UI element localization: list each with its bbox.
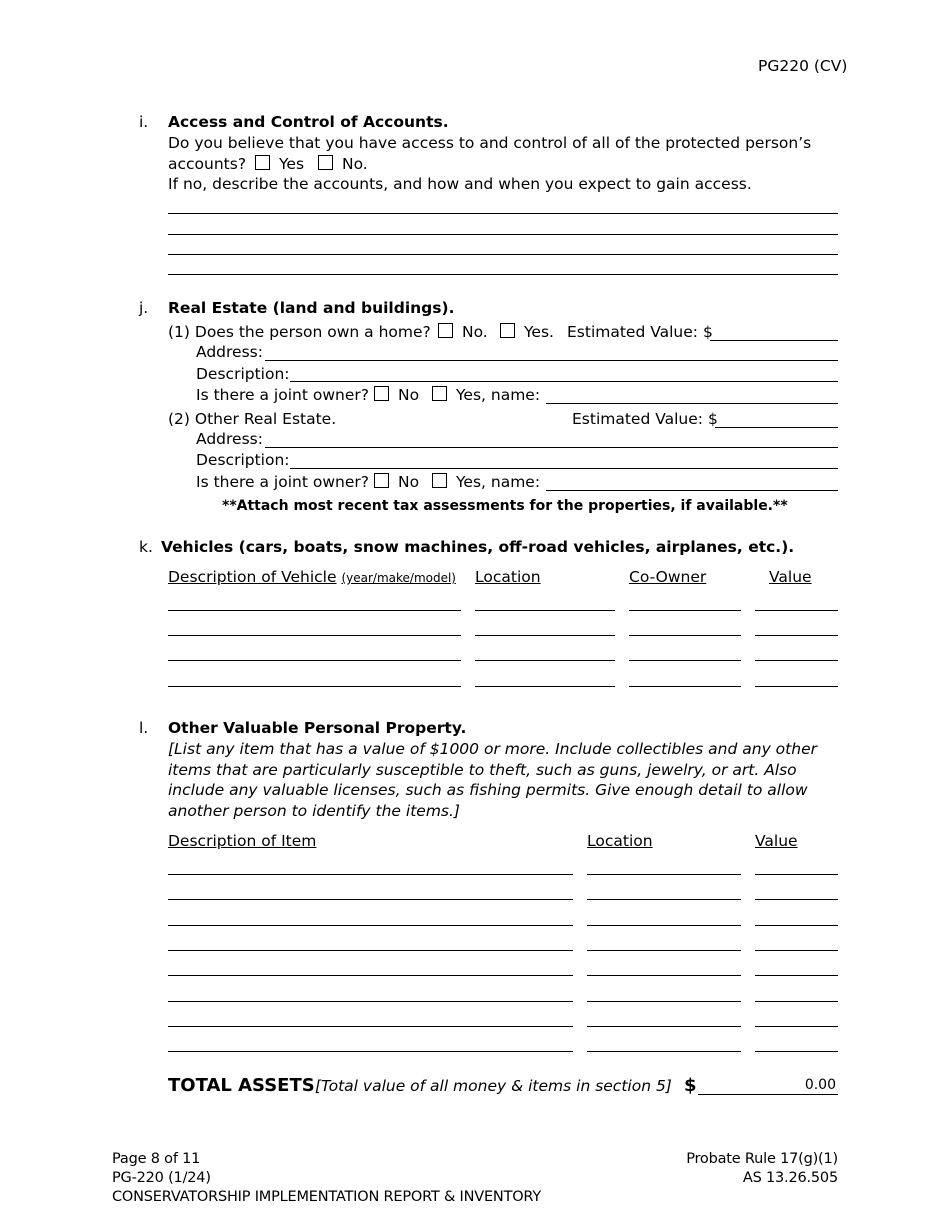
vehicles-col-description-label: Description of Vehicle <box>168 568 337 586</box>
total-assets-field-line <box>698 1094 838 1095</box>
property-description-field[interactable] <box>168 899 573 900</box>
section-l-instructions-2: items that are particularly susceptible to theft, such as guns, jewelry, or art. Also <box>168 761 797 779</box>
home-yes-label: Yes. <box>524 323 554 341</box>
section-l-title: Other Valuable Personal Property. <box>168 719 467 737</box>
section-i-letter: i. <box>139 113 149 131</box>
attach-tax-note: **Attach most recent tax assessments for the properties, if available.** <box>222 498 788 514</box>
other-joint-owner-name-field[interactable] <box>546 490 838 491</box>
footer-form-title: CONSERVATORSHIP IMPLEMENTATION REPORT & INVENTORY <box>112 1189 542 1205</box>
vehicle-coowner-field[interactable] <box>629 686 741 687</box>
property-col-location: Location <box>587 832 653 850</box>
other-joint-no-checkbox[interactable] <box>374 473 389 488</box>
vehicle-description-field[interactable] <box>168 660 461 661</box>
property-value-field[interactable] <box>755 975 838 976</box>
property-value-field[interactable] <box>755 1026 838 1027</box>
accounts-description-line[interactable] <box>168 234 838 235</box>
accounts-yes-checkbox[interactable] <box>255 155 270 170</box>
home-joint-no-checkbox[interactable] <box>374 386 389 401</box>
vehicle-location-field[interactable] <box>475 635 615 636</box>
property-description-field[interactable] <box>168 950 573 951</box>
other-description-field[interactable] <box>290 468 838 469</box>
section-j-letter: j. <box>139 299 149 317</box>
home-estimated-value-field[interactable] <box>710 340 838 341</box>
property-value-field[interactable] <box>755 925 838 926</box>
home-joint-no-label: No <box>398 386 420 404</box>
home-joint-yes-checkbox[interactable] <box>432 386 447 401</box>
section-j-title: Real Estate (land and buildings). <box>168 299 455 317</box>
property-value-field[interactable] <box>755 1051 838 1052</box>
vehicle-value-field[interactable] <box>755 686 838 687</box>
section-l-instructions-3: include any valuable licenses, such as fishing permits. Give enough detail to allow <box>168 781 808 799</box>
vehicle-location-field[interactable] <box>475 610 615 611</box>
footer-rule: Probate Rule 17(g)(1) <box>686 1151 838 1167</box>
other-estimated-value-field[interactable] <box>715 427 838 428</box>
vehicle-coowner-field[interactable] <box>629 610 741 611</box>
property-description-field[interactable] <box>168 1026 573 1027</box>
accounts-no-label: No. <box>342 155 368 173</box>
other-joint-yes-checkbox[interactable] <box>432 473 447 488</box>
home-address-label: Address: <box>196 343 263 361</box>
property-value-field[interactable] <box>755 1001 838 1002</box>
section-k-title: Vehicles (cars, boats, snow machines, off-road vehicles, airplanes, etc.). <box>161 538 795 556</box>
other-address-label: Address: <box>196 430 263 448</box>
section-i-instruction: If no, describe the accounts, and how and when you expect to gain access. <box>168 175 752 193</box>
total-assets-value[interactable]: 0.00 <box>804 1077 836 1093</box>
footer-page: Page 8 of 11 <box>112 1151 201 1167</box>
property-col-description: Description of Item <box>168 832 317 850</box>
property-value-field[interactable] <box>755 899 838 900</box>
property-location-field[interactable] <box>587 1051 741 1052</box>
accounts-description-line[interactable] <box>168 274 838 275</box>
accounts-yes-label: Yes <box>279 155 305 173</box>
section-k-letter: k. <box>139 538 153 556</box>
vehicle-description-field[interactable] <box>168 635 461 636</box>
property-description-field[interactable] <box>168 925 573 926</box>
footer-statute: AS 13.26.505 <box>742 1170 838 1186</box>
footer-form-id: PG-220 (1/24) <box>112 1170 211 1186</box>
property-location-field[interactable] <box>587 975 741 976</box>
home-joint-owner-name-field[interactable] <box>546 403 838 404</box>
section-l-letter: l. <box>139 719 149 737</box>
vehicles-col-description <box>168 568 456 586</box>
property-location-field[interactable] <box>587 1026 741 1027</box>
home-joint-yes-label: Yes, name: <box>456 386 541 404</box>
property-location-field[interactable] <box>587 899 741 900</box>
home-joint-owner-label: Is there a joint owner? <box>196 386 369 404</box>
vehicle-description-field[interactable] <box>168 686 461 687</box>
property-description-field[interactable] <box>168 1051 573 1052</box>
vehicles-col-value: Value <box>769 568 812 586</box>
home-yes-checkbox[interactable] <box>500 323 515 338</box>
home-question: (1) Does the person own a home? <box>168 323 431 341</box>
property-location-field[interactable] <box>587 950 741 951</box>
other-joint-yes-label: Yes, name: <box>456 473 541 491</box>
property-value-field[interactable] <box>755 950 838 951</box>
home-no-label: No. <box>462 323 488 341</box>
home-estimated-value-label: Estimated Value: $ <box>567 323 713 341</box>
other-address-field[interactable] <box>265 447 838 448</box>
section-i-question: Do you believe that you have access to and control of all of the protected person’s <box>168 134 812 152</box>
property-value-field[interactable] <box>755 874 838 875</box>
section-i-title: Access and Control of Accounts. <box>168 113 449 131</box>
vehicles-col-description-hint: (year/make/model) <box>341 571 456 585</box>
property-location-field[interactable] <box>587 925 741 926</box>
section-l-instructions-4: another person to identify the items.] <box>168 802 460 820</box>
vehicle-value-field[interactable] <box>755 660 838 661</box>
section-i-question-cont: accounts? <box>168 155 247 173</box>
property-description-field[interactable] <box>168 975 573 976</box>
form-code: PG220 (CV) <box>758 57 848 75</box>
vehicles-col-location: Location <box>475 568 541 586</box>
home-description-field[interactable] <box>290 381 838 382</box>
accounts-description-line[interactable] <box>168 254 838 255</box>
property-description-field[interactable] <box>168 1001 573 1002</box>
total-currency-symbol: $ <box>684 1075 697 1096</box>
property-description-field[interactable] <box>168 874 573 875</box>
property-col-value: Value <box>755 832 798 850</box>
vehicle-description-field[interactable] <box>168 610 461 611</box>
other-description-label: Description: <box>196 451 290 469</box>
vehicle-coowner-field[interactable] <box>629 660 741 661</box>
home-address-field[interactable] <box>265 360 838 361</box>
property-location-field[interactable] <box>587 874 741 875</box>
vehicle-location-field[interactable] <box>475 686 615 687</box>
accounts-description-line[interactable] <box>168 213 838 214</box>
vehicle-location-field[interactable] <box>475 660 615 661</box>
vehicles-col-coowner: Co-Owner <box>629 568 707 586</box>
home-no-checkbox[interactable] <box>438 323 453 338</box>
other-joint-no-label: No <box>398 473 420 491</box>
vehicle-value-field[interactable] <box>755 635 838 636</box>
property-location-field[interactable] <box>587 1001 741 1002</box>
home-description-label: Description: <box>196 365 290 383</box>
other-real-estate-label: (2) Other Real Estate. <box>168 410 337 428</box>
accounts-no-checkbox[interactable] <box>318 155 333 170</box>
vehicle-value-field[interactable] <box>755 610 838 611</box>
section-l-instructions-1: [List any item that has a value of $1000 or more. Include collectibles and any other <box>168 740 817 758</box>
total-assets-note: [Total value of all money & items in section 5] <box>315 1077 672 1095</box>
total-assets-label: TOTAL ASSETS <box>168 1075 315 1096</box>
other-joint-owner-label: Is there a joint owner? <box>196 473 369 491</box>
vehicle-coowner-field[interactable] <box>629 635 741 636</box>
other-estimated-value-label: Estimated Value: $ <box>572 410 718 428</box>
